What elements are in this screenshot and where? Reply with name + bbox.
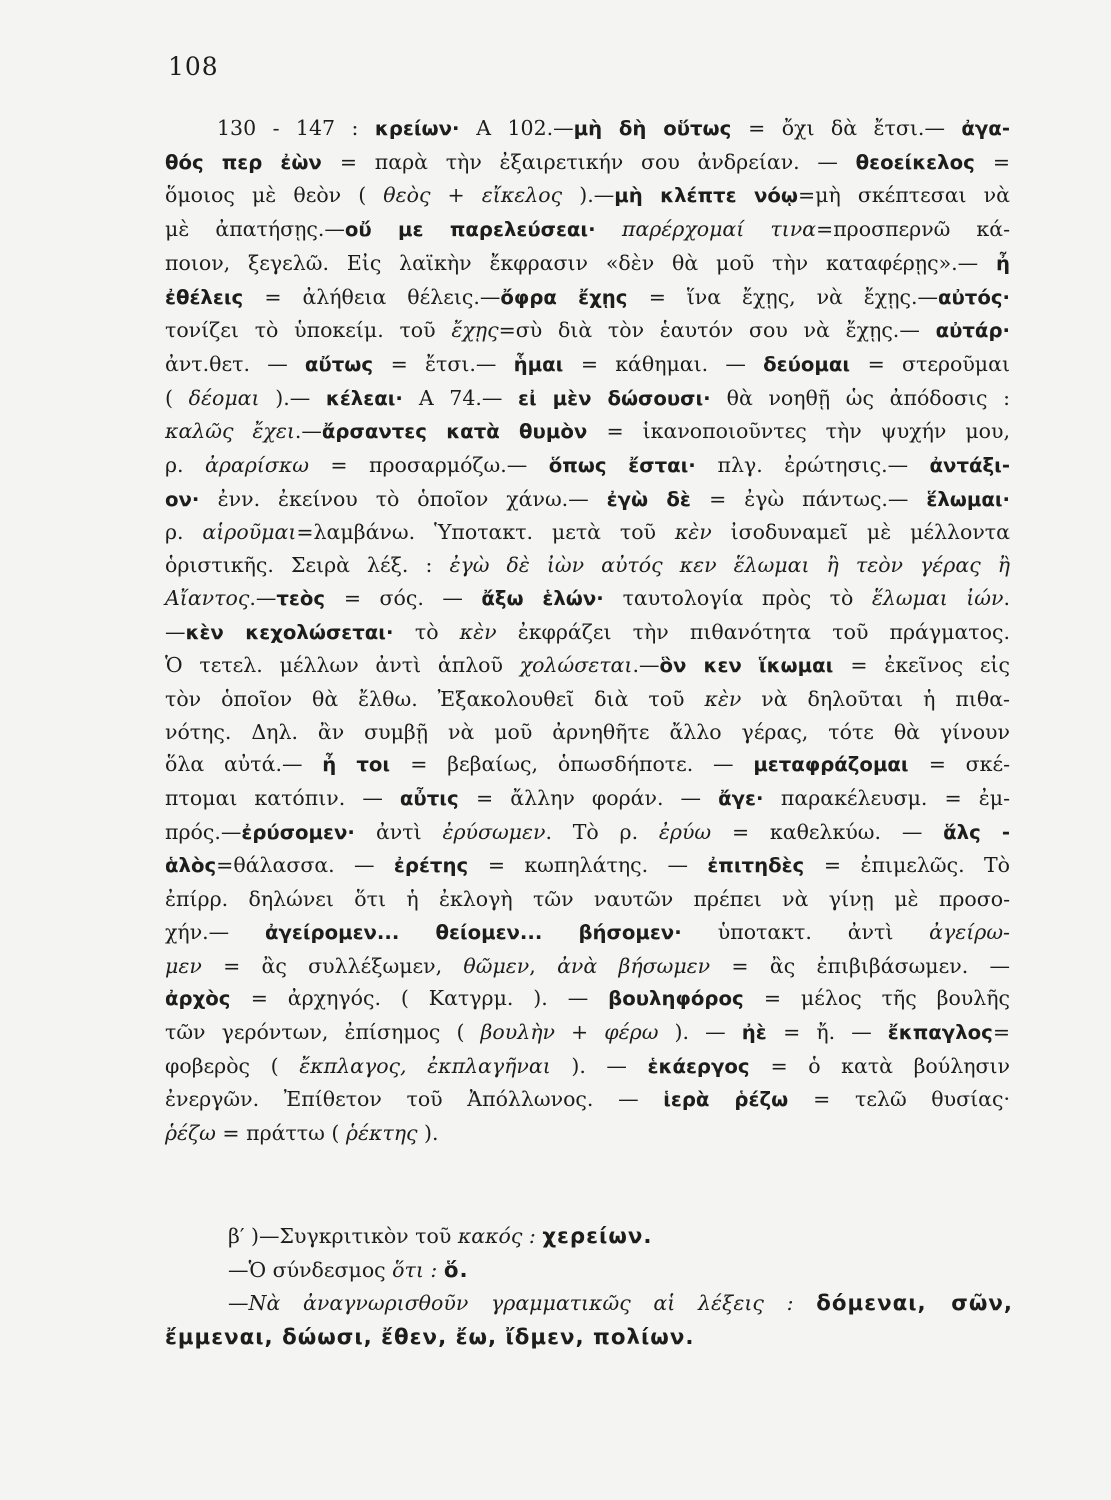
gloss-text: =θάλασσα. — — [216, 853, 394, 878]
gloss-text: ). — — [571, 1053, 648, 1078]
commentary-line — [165, 582, 1010, 616]
gloss-text: ἐπίρρ. δηλώνει ὅτι ἡ ἐκλογὴ τῶν ναυτῶν πρέπει νὰ γίνῃ μὲ προσο- — [165, 887, 1010, 912]
gloss-text: = ἐπιμελῶς. Τὸ — [823, 853, 1010, 878]
gloss-text: 130 - 147 : — [217, 116, 375, 140]
commentary-line — [165, 112, 1010, 146]
commentary-line — [165, 683, 1010, 716]
italic-term: ἀνὰ βήσωμεν — [557, 953, 732, 978]
gloss-text: πτομαι κατόπιν. — — [165, 786, 400, 811]
gloss-text: = ἂς συλλέξωμεν, — [223, 953, 464, 978]
headword: ὅπως ἔσται· — [548, 454, 718, 478]
headword: ἑκάεργος — [647, 1054, 771, 1078]
headword: ἦ τοι — [322, 753, 411, 777]
headword: τεὸς — [276, 586, 344, 610]
italic-term: κακός : — [457, 1224, 543, 1248]
commentary-line — [165, 213, 1010, 247]
headword: ὄφρα ἔχῃς — [500, 285, 649, 309]
italic-term: ἀραρίσκω — [205, 453, 331, 478]
commentary-line — [165, 247, 1010, 281]
gloss-text: = παρὰ τὴν ἐξαιρετικήν σου ἀνδρείαν. — — [339, 149, 856, 174]
commentary-line — [165, 382, 1010, 416]
gloss-text: = βεβαίως, ὁπωσδήποτε. — — [410, 752, 754, 777]
gloss-text: ἀντ.θετ. — — [165, 351, 305, 376]
headword: ἀρχὸς — [165, 987, 251, 1011]
italic-term: χολώσεται — [519, 653, 633, 678]
gloss-text: θὰ νοηθῇ ὡς ἀπόδοσις : — [726, 385, 1011, 410]
italic-term: αἱροῦμαι — [202, 520, 297, 545]
headword: αὖτις — [399, 787, 477, 811]
headword: δόμεναι, σῶν, — [816, 1291, 1013, 1317]
commentary-line — [165, 483, 1010, 517]
commentary-line — [165, 616, 1010, 650]
gloss-text: =προσπερνῶ κά- — [816, 217, 1010, 242]
gloss-text: πλγ. ἐρώτησις.— — [717, 453, 930, 478]
italic-term: θῶμεν — [463, 953, 530, 978]
italic-term: Αἴαντος — [165, 585, 250, 610]
gloss-text: ἐκφράζει τὴν πιθανότητα τοῦ πράγματος. — [517, 619, 1010, 644]
gloss-text: = ὄχι δὰ ἔτσι.— — [748, 116, 962, 140]
gloss-text: ). — [424, 1121, 439, 1146]
exercise-line — [228, 1220, 1013, 1254]
gloss-text: = — [992, 1019, 1011, 1044]
gloss-text: = κωπηλάτης. — — [487, 853, 708, 878]
headword: ἕλωμαι· — [926, 487, 1010, 511]
gloss-text: = ἀρχηγός. ( Κατγρμ. ). — — [250, 986, 609, 1011]
gloss-text: ἐνν. ἐκείνου τὸ ὁποῖον χάνω.— — [217, 486, 607, 511]
gloss-text: νὰ δηλοῦται ἡ πιθα- — [761, 686, 1010, 711]
commentary-line — [165, 748, 1010, 782]
gloss-text: ὅμοιος μὲ θεὸν ( — [165, 183, 384, 208]
headword: ἐγὼ δὲ — [606, 487, 710, 511]
gloss-text: =σὺ διὰ τὸν ἑαυτόν σου νὰ ἔχῃς.— — [498, 318, 936, 343]
headword: θός περ ἐὼν — [165, 150, 340, 174]
gloss-text: ἀντὶ — [375, 819, 443, 844]
gloss-text: = ὁ κατὰ βούλησιν — [770, 1053, 1010, 1078]
gloss-text: παρακέλευσμ. = ἐμ- — [780, 786, 1011, 811]
commentary-line — [165, 179, 1010, 213]
gloss-text: ρ. — [165, 520, 203, 545]
italic-term: καλῶς ἔχει — [165, 419, 295, 444]
gloss-text: χήν.— — [165, 919, 265, 944]
headword: ἧμαι — [513, 352, 581, 376]
italic-term: Νὰ ἀναγνωρισθοῦν γραμματικῶς αἱ λέξεις : — [248, 1291, 817, 1316]
headword: ἐρέτης — [393, 854, 488, 878]
gloss-text: .— — [249, 585, 277, 610]
gloss-text: ταυτολογία πρὸς τὸ — [622, 585, 872, 610]
gloss-text: = κάθημαι. — — [580, 351, 764, 376]
commentary-line — [165, 849, 1010, 883]
headword: ἱερὰ ῥέζω — [663, 1088, 814, 1112]
commentary-line — [165, 415, 1010, 449]
headword: χερείων. — [542, 1224, 653, 1249]
exercise-line — [228, 1254, 1013, 1288]
gloss-text: φοβερὸς ( — [165, 1053, 300, 1078]
gloss-text: =μὴ σκέπτεσαι νὰ — [797, 183, 1010, 208]
gloss-text: = — [992, 149, 1010, 174]
headword: ἔμμεναι, δώωσι, ἔθεν, ἔω, ἴδμεν, πολίων. — [165, 1325, 695, 1351]
headword: ἁλὸς — [165, 854, 217, 878]
commentary-line — [165, 982, 1010, 1016]
commentary-line — [165, 449, 1010, 483]
gloss-text: = καθελκύω. — — [731, 819, 944, 844]
headword: ἦ — [995, 251, 1010, 275]
headword: ἄρσαντες κατὰ θυμὸν — [321, 420, 607, 444]
headword: δεύομαι — [763, 352, 868, 376]
gloss-text: ποιον, ξεγελῶ. Εἰς λαϊκὴν ἔκφρασιν «δὲν θὰ μοῦ τὴν καταφέρῃς».— — [165, 250, 996, 275]
headword: ἠὲ — [741, 1020, 784, 1044]
headword: κὲν κεχολώσεται· — [185, 620, 415, 644]
gloss-text: = σός. — — [343, 585, 482, 610]
gloss-text: = τελῶ θυσίας· — [813, 1087, 1010, 1112]
italic-term: ἔκπλαγος, ἐκπλαγῆναι — [299, 1053, 572, 1078]
gloss-text: Α 74.— — [418, 385, 519, 410]
gloss-text: τὸ — [414, 619, 460, 644]
italic-term: δέομαι — [188, 385, 276, 410]
page-number: 108 — [168, 52, 219, 81]
gloss-text: ). — — [674, 1019, 742, 1044]
gloss-text: ).— — [275, 385, 326, 410]
headword: ἐθέλεις — [165, 285, 265, 309]
commentary-line — [165, 1050, 1010, 1084]
italic-term: βουλὴν + φέρω — [480, 1019, 675, 1044]
headword: ἐπιτηδὲς — [707, 854, 824, 878]
gloss-text: = ἐκεῖνος εἰς — [850, 653, 1010, 678]
headword: ὅ. — [443, 1257, 469, 1283]
headword: θεοείκελος — [855, 150, 993, 174]
italic-term: κὲν — [704, 686, 762, 711]
gloss-text: = ἤ. — — [783, 1019, 888, 1044]
commentary-line — [165, 916, 1010, 950]
exercise-line — [165, 1321, 1013, 1355]
commentary-line — [165, 782, 1010, 816]
commentary-text — [165, 112, 1010, 1150]
italic-term: ἔχῃς — [451, 318, 499, 343]
gloss-text: ὅλα αὐτά.— — [165, 752, 323, 777]
gloss-text: . — [1003, 585, 1010, 610]
gloss-text: μὲ ἀπατήσῃς.— — [165, 217, 345, 242]
commentary-line — [165, 1016, 1010, 1050]
gloss-text: = ἄλλην φοράν. — — [476, 786, 719, 811]
gloss-text: = ἀλήθεια θέλεις.— — [264, 284, 501, 309]
gloss-text: —Ὁ σύνδεσμος — [228, 1257, 393, 1282]
commentary-line — [165, 649, 1010, 683]
headword: μεταφράζομαι — [753, 753, 929, 777]
italic-term: ἐρύω — [658, 819, 732, 844]
gloss-text: = ἐγὼ πάντως.— — [709, 486, 927, 511]
commentary-line — [165, 516, 1010, 549]
headword: εἰ μὲν δώσουσι· — [518, 386, 727, 410]
headword: ἄγε· — [718, 787, 781, 811]
headword: ἀγείρομεν... θείομεν... βήσομεν· — [264, 920, 718, 944]
headword: ἔκπαγλος — [887, 1020, 993, 1044]
gloss-text: ( — [165, 385, 189, 410]
headword: ἐρύσομεν· — [241, 820, 376, 844]
exercise-line — [228, 1287, 1013, 1321]
gloss-text: , — [529, 953, 558, 978]
italic-term: μεν — [165, 953, 224, 978]
gloss-text: = ἔτσι.— — [390, 351, 514, 376]
gloss-text: .— — [294, 419, 322, 444]
headword: ἀγα- — [961, 117, 1010, 140]
italic-term: ῥέκτης — [345, 1121, 425, 1146]
headword: οὔ με παρελεύσεαι· — [344, 218, 622, 242]
gloss-text: ).— — [579, 183, 615, 208]
commentary-line — [165, 816, 1010, 850]
headword: βουληφόρος — [608, 987, 764, 1011]
headword: μὴ δὴ οὕτως — [573, 117, 749, 140]
gloss-text: .— — [632, 653, 660, 678]
gloss-text: Ὁ τετελ. μέλλων ἀντὶ ἁπλοῦ — [165, 653, 520, 678]
commentary-line — [165, 348, 1010, 382]
gloss-text: . Τὸ ρ. — [545, 819, 659, 844]
italic-term: παρέρχομαί τινα — [621, 217, 817, 242]
gloss-text: πρός.— — [165, 819, 242, 844]
gloss-text: — — [228, 1291, 249, 1316]
gloss-text: ὁριστικῆς. Σειρὰ λέξ. : — [165, 553, 450, 578]
headword: αὔτως — [304, 352, 391, 376]
commentary-line — [165, 950, 1010, 983]
italic-term: ἀγείρω- — [929, 919, 1010, 944]
gloss-text: = μέλος τῆς βουλῆς — [763, 986, 1011, 1011]
exercise-text — [165, 1220, 1013, 1355]
headword: αὐτάρ· — [935, 319, 1011, 343]
gloss-text: νότης. Δηλ. ἂν συμβῇ νὰ μοῦ ἀρνηθῆτε ἄλλο γέρας, τότε θὰ γίνουν — [165, 719, 1010, 744]
italic-term: κὲν — [674, 520, 731, 545]
gloss-text: = ἱκανοποιοῦντες τὴν ψυχήν μου, — [606, 419, 1010, 444]
gloss-text: = ἂς ἐπιβιβάσωμεν. — — [731, 953, 1010, 978]
commentary-line — [165, 883, 1010, 916]
italic-term: κὲν — [459, 619, 518, 644]
italic-term: ῥέζω — [165, 1121, 223, 1146]
commentary-line — [165, 1117, 1010, 1150]
commentary-line — [165, 314, 1010, 348]
gloss-text: β′ )—Συγκριτικὸν τοῦ — [228, 1224, 458, 1248]
italic-term: θεὸς + εἴκελος — [383, 183, 580, 208]
gloss-text: τὸν ὁποῖον θὰ ἔλθω. Ἐξακολουθεῖ διὰ τοῦ — [165, 686, 705, 711]
gloss-text: = στεροῦμαι — [867, 351, 1011, 376]
italic-term: ἐρύσωμεν — [442, 819, 546, 844]
gloss-text: ἰσοδυναμεῖ μὲ μέλλοντα — [730, 520, 1010, 545]
commentary-line — [165, 281, 1010, 315]
gloss-text: — — [165, 619, 186, 644]
headword: ον· — [165, 487, 218, 511]
gloss-text: ἐνεργῶν. Ἐπίθετον τοῦ Ἀπόλλωνος. — — [165, 1087, 664, 1112]
headword: κρείων· — [374, 117, 477, 140]
italic-term: ὅτι : — [392, 1257, 444, 1282]
headword: αὐτός· — [937, 285, 1010, 309]
headword: κέλεαι· — [325, 386, 419, 410]
gloss-text: ὑποτακτ. ἀντὶ — [717, 919, 930, 944]
gloss-text: Α 102.— — [476, 116, 574, 140]
commentary-line — [165, 1083, 1010, 1117]
gloss-text: τονίζει τὸ ὑποκείμ. τοῦ — [165, 318, 452, 343]
gloss-text: ρ. — [165, 453, 205, 478]
gloss-text: τῶν γερόντων, ἐπίσημος ( — [165, 1019, 481, 1044]
headword: ὃν κεν ἵκωμαι — [659, 654, 851, 678]
headword: ἅλς - — [943, 820, 1011, 844]
headword: μὴ κλέπτε νόῳ — [614, 184, 798, 208]
headword: ἀντάξι- — [929, 454, 1010, 478]
gloss-text: = σκέ- — [928, 752, 1011, 777]
commentary-line — [165, 549, 1010, 582]
headword: ἄξω ἑλών· — [481, 586, 623, 610]
gloss-text: = ἵνα ἔχῃς, νὰ ἔχῃς.— — [648, 284, 938, 309]
commentary-line — [165, 146, 1010, 180]
italic-term: ἕλωμαι ἰών — [871, 585, 1004, 610]
gloss-text: = προσαρμόζω.— — [330, 453, 549, 478]
gloss-text: =λαμβάνω. Ὑποτακτ. μετὰ τοῦ — [296, 520, 675, 545]
commentary-line — [165, 716, 1010, 749]
italic-term: ἐγὼ δὲ ἰὼν αὐτός κεν ἕλωμαι ἢ τεὸν γέρας ἢ — [449, 553, 1010, 578]
gloss-text: = πράττω ( — [222, 1121, 346, 1146]
